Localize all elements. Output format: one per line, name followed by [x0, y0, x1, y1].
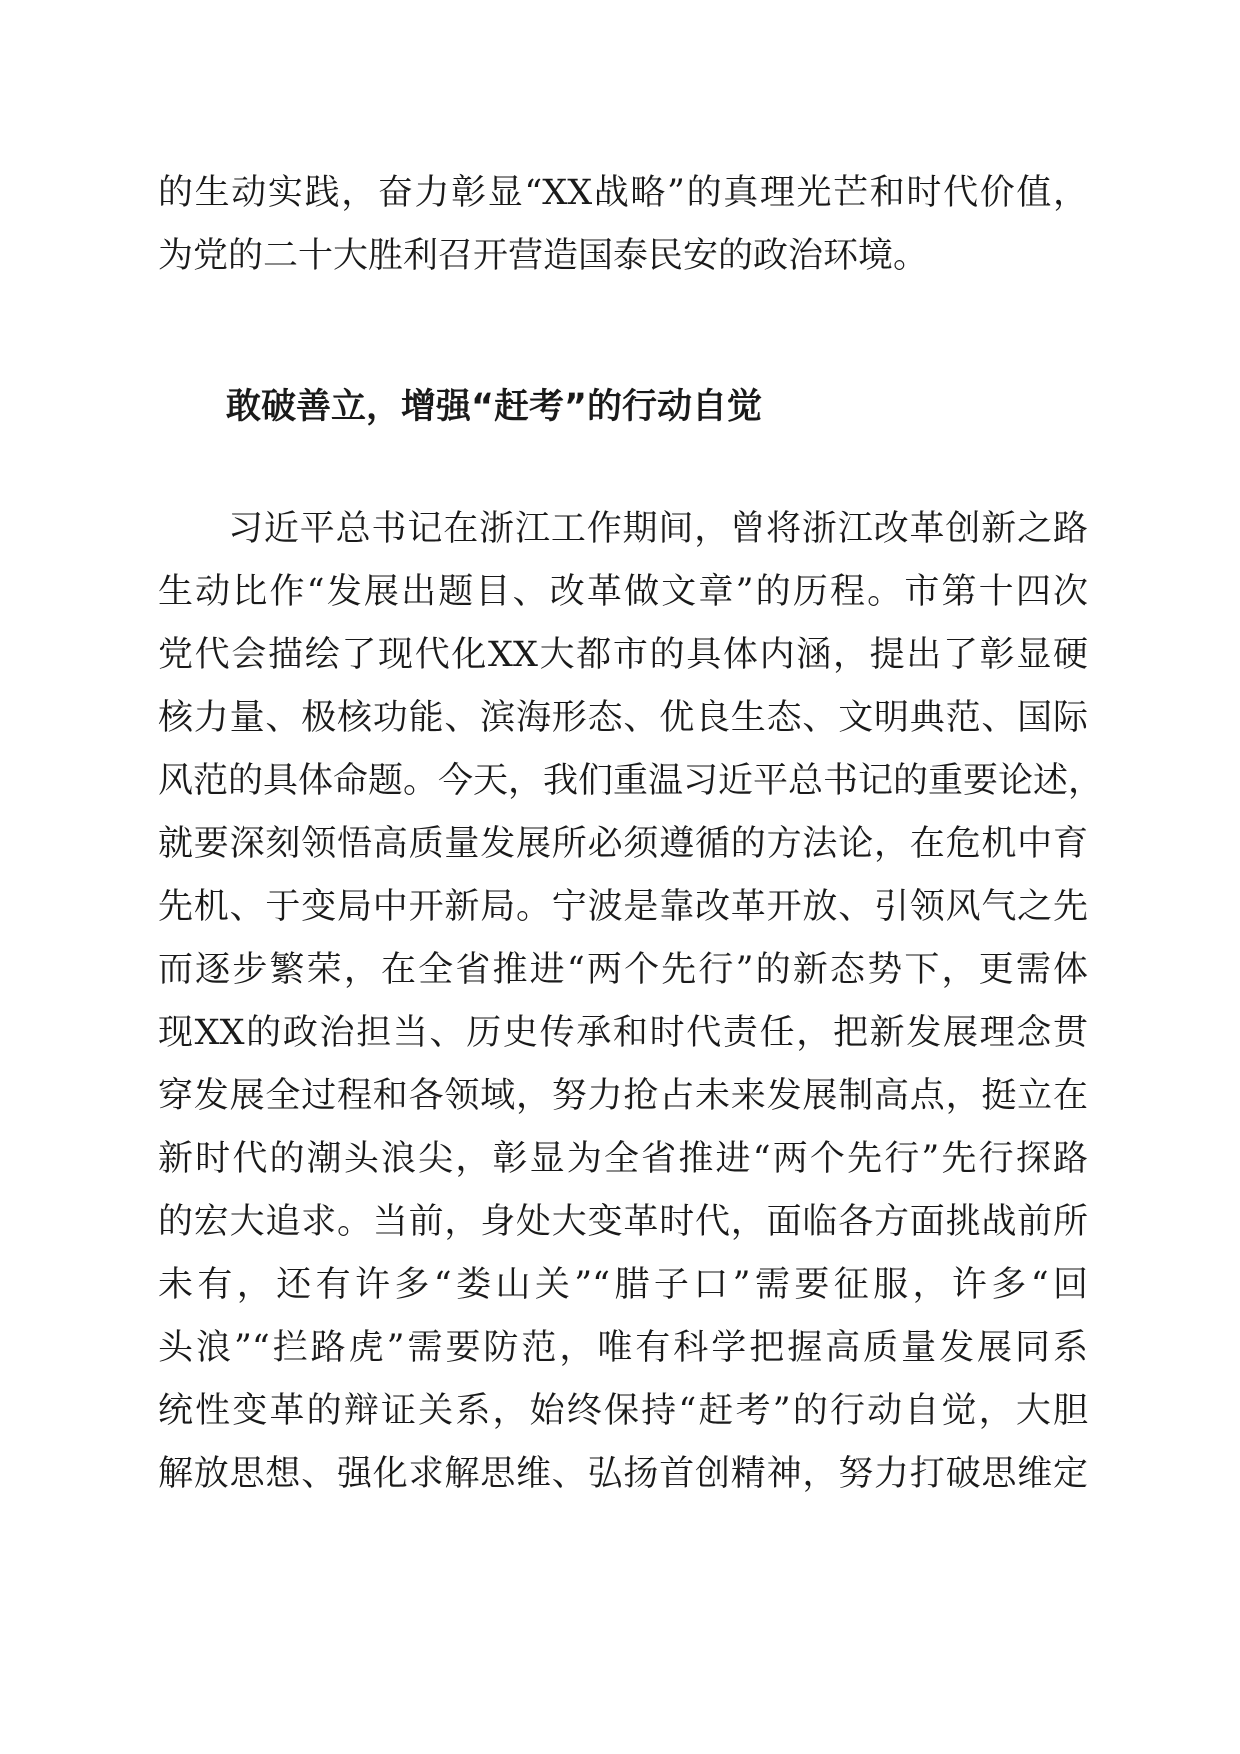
- paragraph-line-10: 穿发展全过程和各领域，努力抢占未来发展制高点，挺立在: [158, 1076, 1088, 1116]
- paragraph-line-7: 先机、于变局中开新局。宁波是靠改革开放、引领风气之先: [158, 887, 1088, 927]
- section-heading: 敢破善立，增强“赶考”的行动自觉: [226, 387, 763, 427]
- paragraph-line-16: 解放思想、强化求解思维、弘扬首创精神，努力打破思维定: [158, 1454, 1088, 1494]
- paragraph-line-4: 核力量、极核功能、滨海形态、优良生态、文明典范、国际: [158, 698, 1088, 738]
- paragraph-line-14: 头浪”“拦路虎”需要防范，唯有科学把握高质量发展同系: [158, 1328, 1088, 1368]
- paragraph-line-1: 习近平总书记在浙江工作期间，曾将浙江改革创新之路: [228, 509, 1088, 549]
- paragraph-line-15: 统性变革的辩证关系，始终保持“赶考”的行动自觉，大胆: [158, 1391, 1088, 1431]
- intro-line-1: 的生动实践，奋力彰显“XX战略”的真理光芒和时代价值，: [158, 173, 1088, 213]
- paragraph-line-3: 党代会描绘了现代化XX大都市的具体内涵，提出了彰显硬: [158, 635, 1088, 675]
- paragraph-line-5: 风范的具体命题。今天，我们重温习近平总书记的重要论述，: [158, 761, 1104, 801]
- paragraph-line-13: 未有，还有许多“娄山关”“腊子口”需要征服，许多“回: [158, 1265, 1088, 1305]
- paragraph-line-2: 生动比作“发展出题目、改革做文章”的历程。市第十四次: [158, 572, 1088, 612]
- paragraph-line-9: 现XX的政治担当、历史传承和时代责任，把新发展理念贯: [158, 1013, 1088, 1053]
- paragraph-line-11: 新时代的潮头浪尖，彰显为全省推进“两个先行”先行探路: [158, 1139, 1088, 1179]
- paragraph-line-12: 的宏大追求。当前，身处大变革时代，面临各方面挑战前所: [158, 1202, 1088, 1242]
- paragraph-line-6: 就要深刻领悟高质量发展所必须遵循的方法论，在危机中育: [158, 824, 1088, 864]
- intro-line-2: 为党的二十大胜利召开营造国泰民安的政治环境。: [158, 236, 929, 276]
- paragraph-line-8: 而逐步繁荣，在全省推进“两个先行”的新态势下，更需体: [158, 950, 1088, 990]
